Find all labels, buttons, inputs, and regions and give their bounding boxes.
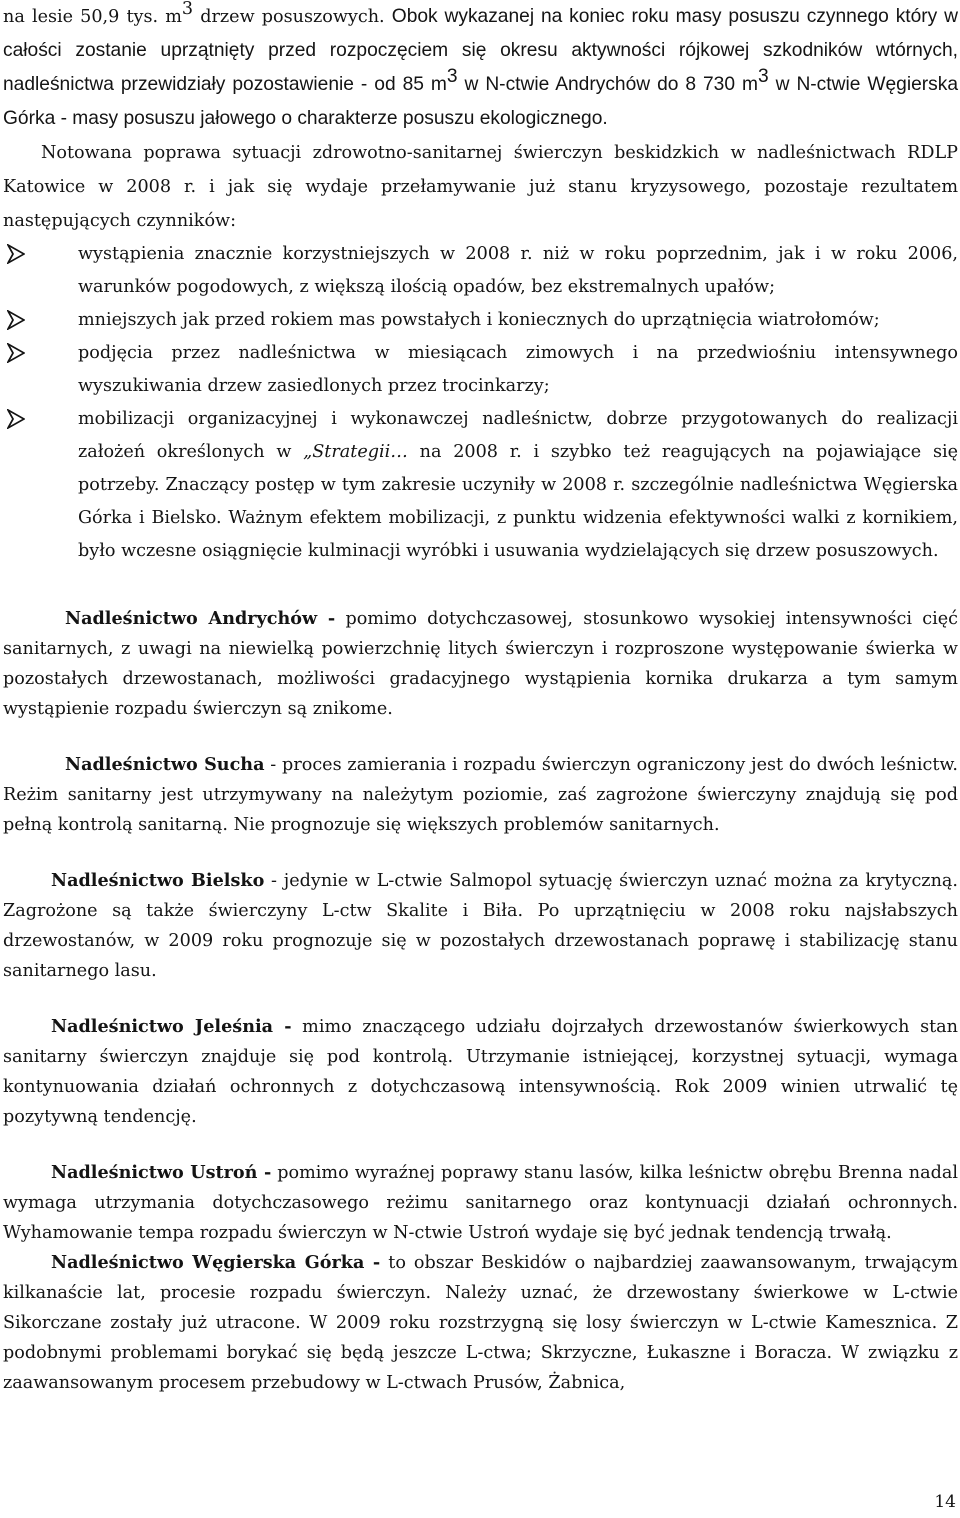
list-item: [3, 337, 958, 403]
section-title: Nadleśnictwo Jeleśnia -: [51, 1016, 292, 1037]
intro-text-d: w N-ctwie Andrychów do 8 730 m: [457, 74, 758, 95]
section-jelesnia: [3, 1012, 958, 1132]
list-item: [3, 238, 958, 304]
intro-sup-d: 3: [757, 65, 769, 87]
intro-sup-a: 3: [181, 0, 194, 19]
section-wegierska-gorka: [3, 1248, 958, 1398]
list-item-text: mniejszych jak przed rokiem mas powstałych i koniecznych do uprzątnięcia wiatrołomów;: [78, 310, 880, 330]
section-text: - proces zamierania i rozpadu świerczyn ograniczony jest do dwóch leśnictw. Reżim sanitarny jest utrzymywany na należytym poziomie, zaś zagrożone świerczyny znajdują się pod pełną kontrolą sanitarną. Nie prognozuje się większych problemów sanitarnych.: [3, 755, 958, 835]
arrow-bullet-icon: [7, 244, 25, 264]
section-text: - jedynie w L-ctwie Salmopol sytuację świerczyn uznać można za krytyczną. Zagrożone są także świerczyny L-ctw Skalite i Biła. Po uprzątnięciu w 2008 roku najsłabszych drzewostanów, w 2009 roku prognozuje się w pozostałych drzewostanach poprawę i stabilizację stanu sanitarnego lasu.: [3, 871, 958, 981]
section-sucha: [3, 750, 958, 840]
intro-paragraph: [3, 0, 958, 136]
list-item-text: wystąpienia znacznie korzystniejszych w 2008 r. niż w roku poprzednim, jak i w roku 2006, warunków pogodowych, z większą ilością opadów, bez ekstremalnych upałów;: [78, 244, 958, 297]
section-bielsko: [3, 866, 958, 986]
strategy-quote: „Strategii…: [303, 442, 420, 462]
section-text: pomimo wyraźnej poprawy stanu lasów, kilka leśnictw obrębu Brenna nadal wymaga utrzymania dotychczasowego reżimu sanitarnego oraz kontynuacji działań ochronnych. Wyhamowanie tempa rozpadu świerczyn w N-ctwie Ustroń wydaje się być jednak tendencją trwałą.: [3, 1163, 958, 1243]
arrow-bullet-icon: [7, 409, 25, 429]
factors-list: [3, 238, 958, 568]
section-text: pomimo dotychczasowej, stosunkowo wysokiej intensywności cięć sanitarnych, z uwagi na niewielką powierzchnię litych świerczyn i rozproszone występowanie świerka w pozostałych drzewostanach, możliwości gradacyjnego wystąpienia kornika drukarza a tym samym wystąpienie rozpadu świerczyn są znikome.: [3, 609, 959, 719]
list-item: [3, 403, 958, 568]
document-page: [3, 0, 958, 1398]
section-text: to obszar Beskidów o najbardziej zaawansowanym, trwającym kilkanaście lat, procesie rozpadu świerczyn. Należy uznać, że drzewostany świerkowe w L-ctwie Sikorczane zostały już utracone. W 2009 roku rozstrzygną się losy świerczyn w L-ctwie Kamesznica. Z podobnymi problemami borykać się będą jeszcze L-ctwa; Skrzyczne, Łukaszne i Boracza. W związku z zaawansowanym procesem przebudowy w L-ctwach Prusów, Żabnica,: [3, 1253, 958, 1393]
section-andrychow: [3, 604, 958, 724]
list-item-text-b: na 2008 r. i szybko też reagujących na pojawiające się potrzeby. Znaczący postęp w tym zakresie uczyniły w 2008 r. szczególnie nadleśnictwa Węgierska Górka i Bielsko. Ważnym efektem mobilizacji, z punktu widzenia efektywności walki z kornikiem, było wczesne osiągnięcie kulminacji wyróbki i usuwania wydzielających się drzew posuszowych.: [78, 442, 959, 561]
list-item: [3, 304, 958, 337]
section-title: Nadleśnictwo Ustroń -: [51, 1162, 272, 1183]
intro-text-c: Obok wykazanej na koniec roku masy posuszu czynnego który w całości zostanie uprzątnięty przed rozpoczęciem się okresu aktywności rójkowej szkodników wtórnych, nadleśnictwa przewidziały pozostawienie - od 85 m: [3, 6, 958, 95]
intro-text-a: na lesie 50,9 tys. m: [3, 7, 182, 27]
intro-text-e: w N-ctwie Węgierska Górka - masy posuszu jałowego o charakterze posuszu ekologicznego.: [3, 74, 958, 129]
section-title: Nadleśnictwo Węgierska Górka -: [51, 1252, 381, 1273]
page-number: 14: [934, 1492, 956, 1512]
arrow-bullet-icon: [7, 310, 25, 330]
section-ustron: [3, 1158, 958, 1248]
section-title: Nadleśnictwo Andrychów -: [65, 608, 336, 629]
section-title: Nadleśnictwo Sucha: [65, 754, 265, 775]
list-item-text-a: mobilizacji organizacyjnej i wykonawczej nadleśnictw, dobrze przygotowanych do realizacji założeń określonych w: [78, 409, 958, 462]
intro-sup-c: 3: [446, 65, 458, 87]
poprawa-lead: Notowana poprawa sytuacji zdrowotno-sanitarnej świerczyn beskidzkich w nadleśnictwach RDLP Katowice w 2008 r. i jak się wydaje przełamywanie już stanu kryzysowego, pozostaje rezultatem następujących czynników:: [3, 143, 958, 231]
arrow-bullet-icon: [7, 343, 25, 363]
section-text: mimo znaczącego udziału dojrzałych drzewostanów świerkowych stan sanitarny świerczyn znajduje się pod kontrolą. Utrzymanie istniejącej, korzystnej sytuacji, wymaga kontynuowania działań ochronnych z dotychczasową intensywnością. Rok 2009 winien utrwalić tę pozytywną tendencję.: [3, 1017, 958, 1127]
list-item-text: podjęcia przez nadleśnictwa w miesiącach zimowych i na przedwiośniu intensywnego wyszukiwania drzew zasiedlonych przez trocinkarzy;: [78, 343, 958, 396]
section-title: Nadleśnictwo Bielsko: [51, 870, 265, 891]
intro-text-b: drzew posuszowych.: [193, 7, 392, 27]
